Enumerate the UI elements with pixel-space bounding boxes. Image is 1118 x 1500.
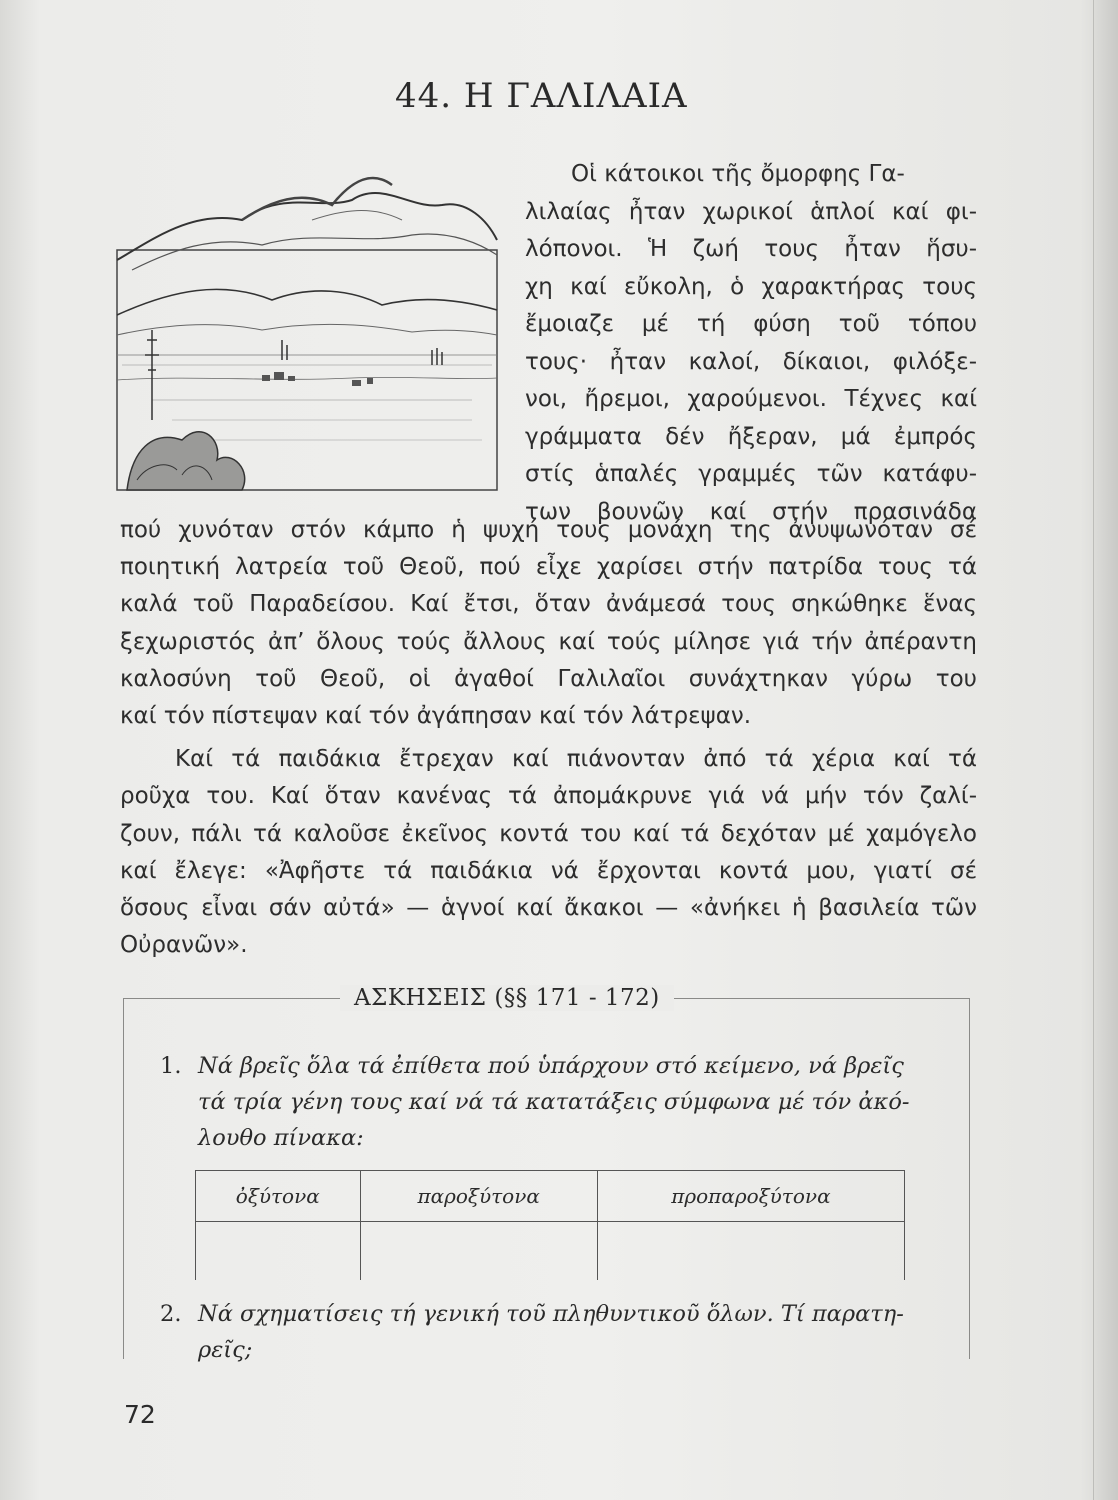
text-line: ροῦχα του. Καί ὅταν κανένας τά ἀπομάκρυνε γιά νά μήν τόν ζαλί- (120, 783, 977, 810)
chapter-title: 44. Η ΓΑΛΙΛΑΙΑ (395, 76, 688, 116)
text-line: Οἱ κάτοικοι τῆς ὄμορφης Γα- (571, 161, 905, 187)
text-line: ξεχωριστός ἀπ’ ὅλους τούς ἄλλους καί τούς μίλησε γιά τήν ἀπέραντη (120, 628, 977, 655)
text-line: Οὐρανῶν». (120, 932, 248, 959)
text-line: καί τόν πίστεψαν καί τόν ἀγάπησαν καί τόν λάτρεψαν. (120, 703, 752, 730)
exercise-1 (160, 1048, 950, 1156)
text-line: γράμματα δέν ἤξεραν, μά ἐμπρός (525, 423, 977, 450)
exercise-line: λουθο πίνακα: (198, 1125, 364, 1151)
text-line: καλοσύνη τοῦ Θεοῦ, οἱ ἀγαθοί Γαλιλαῖοι συνάχτηκαν γύρω του (120, 665, 977, 692)
text-line: ζουν, πάλι τά καλοῦσε ἐκεῖνος κοντά του καί τά δεχόταν μέ χαμόγελο (120, 820, 977, 847)
text-line: καλά τοῦ Παραδείσου. Καί ἔτσι, ὅταν ἀνάμεσά τους σηκώθηκε ἕνας (120, 591, 977, 618)
text-line: των βουνῶν καί στήν πρασινάδα (525, 498, 977, 525)
text-line: ποιητική λατρεία τοῦ Θεοῦ, πού εἶχε χαρίσει στήν πατρίδα τους τά (120, 554, 977, 581)
exercise-number: 2. (160, 1301, 182, 1327)
landscape-illustration (112, 150, 502, 495)
table-header-proparoxytona: προπαροξύτονα (597, 1171, 904, 1222)
text-line: στίς ἁπαλές γραμμές τῶν κατάφυ- (525, 461, 977, 487)
table-cell-empty (360, 1222, 597, 1281)
text-line: Καί τά παιδάκια ἔτρεχαν καί πιάνονταν ἀπό τά χέρια καί τά (175, 746, 977, 773)
text-line: χη καί εὔκολη, ὁ χαρακτήρας τους (525, 273, 977, 300)
table-header-oxytona: ὀξύτονα (196, 1171, 361, 1222)
accent-classification-table (195, 1170, 905, 1280)
exercise-2 (160, 1296, 950, 1368)
table-cell-empty (196, 1222, 361, 1281)
exercise-line: ρεῖς; (198, 1337, 253, 1363)
main-body-text (120, 512, 977, 964)
text-line: ἔμοιαζε μέ τή φύση τοῦ τόπου (525, 311, 977, 337)
text-line: λιλαίας ἦταν χωρικοί ἁπλοί καί φι- (525, 198, 977, 225)
exercise-line: Νά σχηματίσεις τή γενική τοῦ πληθυντικοῦ ὅλων. Τί παρατη- (198, 1301, 904, 1327)
text-line: νοι, ἤρεμοι, χαρούμενοι. Τέχνες καί (525, 386, 977, 412)
page-number: 72 (124, 1400, 156, 1429)
table-header-paroxytona: παροξύτονα (360, 1171, 597, 1222)
text-line: ὅσους εἶναι σάν αὐτά» — ἁγνοί καί ἄκακοι — «ἀνήκει ἡ βασιλεία τῶν (120, 895, 977, 922)
exercise-line: Νά βρεῖς ὅλα τά ἐπίθετα πού ὑπάρχουν στό κείμενο, νά βρεῖς (198, 1053, 904, 1079)
exercises-header: ΑΣΚΗΣΕΙΣ (§§ 171 - 172) (340, 985, 674, 1011)
intro-side-text (525, 156, 977, 531)
table-cell-empty (597, 1222, 904, 1281)
page-binding-edge (1093, 0, 1118, 1500)
text-line: τους· ἦταν καλοί, δίκαιοι, φιλόξε- (525, 348, 977, 375)
exercise-number: 1. (160, 1053, 182, 1079)
exercise-line: τά τρία γένη τους καί νά τά κατατάξεις σύμφωνα μέ τόν ἀκό- (198, 1089, 910, 1115)
text-line: πού χυνόταν στόν κάμπο ἡ ψυχή τους μονάχη της ἀνυψωνόταν σέ (120, 517, 977, 543)
text-line: καί ἔλεγε: «Ἀφῆστε τά παιδάκια νά ἔρχονται κοντά μου, γιατί σέ (120, 857, 977, 884)
text-line: λόπονοι. Ἡ ζωή τους ἦταν ἥσυ- (525, 236, 977, 262)
